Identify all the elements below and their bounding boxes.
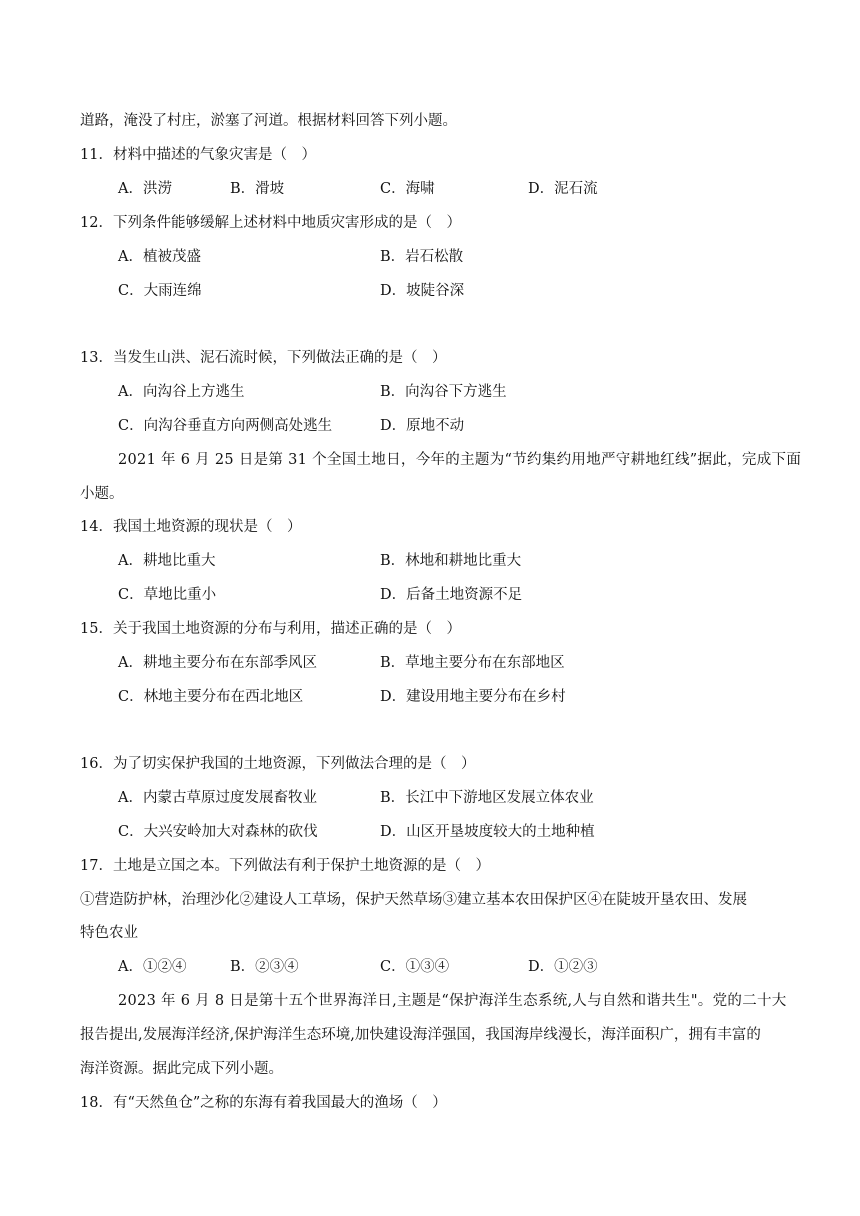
question-11-option-d: D．泥石流 [528,181,598,197]
land-day-material-line-1: 2021 年 6 月 25 日是第 31 个全国土地日，今年的主题为“节约集约用地严守耕地红线”据此，完成下面 [118,452,802,468]
question-11-option-b: B．滑坡 [230,181,285,197]
question-15-option-b: B．草地主要分布在东部地区 [380,655,565,671]
question-17-option-b: B．②③④ [230,959,299,975]
question-17-option-c: C．①③④ [380,959,450,975]
question-12-option-b: B．岩石松散 [380,249,464,265]
question-11-option-a: A．洪涝 [118,181,172,197]
question-17-material-line-2: 特色农业 [80,925,138,941]
question-14-option-c: C．草地比重小 [118,587,217,603]
question-12-option-d: D．坡陡谷深 [380,283,465,299]
question-13-option-a: A．向沟谷上方逃生 [118,384,245,400]
question-13-option-d: D．原地不动 [380,418,465,434]
land-day-material-line-2: 小题。 [80,486,124,502]
ocean-day-material-line-2: 报告提出,发展海洋经济,保护海洋生态环境,加快建设海洋强国，我国海岸线漫长，海洋面积广，拥有丰富的 [80,1027,761,1043]
question-12-option-c: C．大雨连绵 [118,283,202,299]
question-13-stem: 13．当发生山洪、泥石流时候，下列做法正确的是（ ） [80,350,447,366]
ocean-day-material-line-3: 海洋资源。据此完成下列小题。 [80,1061,283,1077]
question-15-option-c: C．林地主要分布在西北地区 [118,689,304,705]
question-17-option-a: A．①②④ [118,959,187,975]
material-continuation: 道路，淹没了村庄，淤塞了河道。根据材料回答下列小题。 [80,113,457,129]
question-15-stem: 15．关于我国土地资源的分布与利用，描述正确的是（ ） [80,621,461,637]
question-16-option-c: C．大兴安岭加大对森林的砍伐 [118,824,318,840]
question-16-option-a: A．内蒙古草原过度发展畜牧业 [118,790,317,806]
question-14-option-b: B．林地和耕地比重大 [380,553,522,569]
question-15-option-a: A．耕地主要分布在东部季风区 [118,655,317,671]
question-17-option-d: D．①②③ [528,959,598,975]
question-18-stem: 18．有“天然鱼仓”之称的东海有着我国最大的渔场（ ） [80,1095,447,1111]
ocean-day-material-line-1: 2023 年 6 月 8 日是第十五个世界海洋日,主题是“保护海洋生态系统,人与自然和谐共生"。党的二十大 [118,993,787,1009]
question-16-stem: 16．为了切实保护我国的土地资源，下列做法合理的是（ ） [80,756,476,772]
question-14-option-d: D．后备土地资源不足 [380,587,523,603]
question-13-option-c: C．向沟谷垂直方向两侧高处逃生 [118,418,333,434]
question-13-option-b: B．向沟谷下方逃生 [380,384,507,400]
question-16-option-b: B．长江中下游地区发展立体农业 [380,790,594,806]
question-15-option-d: D．建设用地主要分布在乡村 [380,689,566,705]
question-11-option-c: C．海啸 [380,181,435,197]
question-17-stem: 17．土地是立国之本。下列做法有利于保护土地资源的是（ ） [80,858,490,874]
question-12-option-a: A．植被茂盛 [118,249,201,265]
question-14-stem: 14．我国土地资源的现状是（ ） [80,519,302,535]
question-16-option-d: D．山区开垦坡度较大的土地种植 [380,824,595,840]
question-11-stem: 11．材料中描述的气象灾害是（ ） [80,147,316,163]
question-14-option-a: A．耕地比重大 [118,553,216,569]
question-12-stem: 12．下列条件能够缓解上述材料中地质灾害形成的是（ ） [80,215,461,231]
question-17-material-line-1: ①营造防护林，治理沙化②建设人工草场，保护天然草场③建立基本农田保护区④在陡坡开垦农田、发展 [80,892,747,908]
